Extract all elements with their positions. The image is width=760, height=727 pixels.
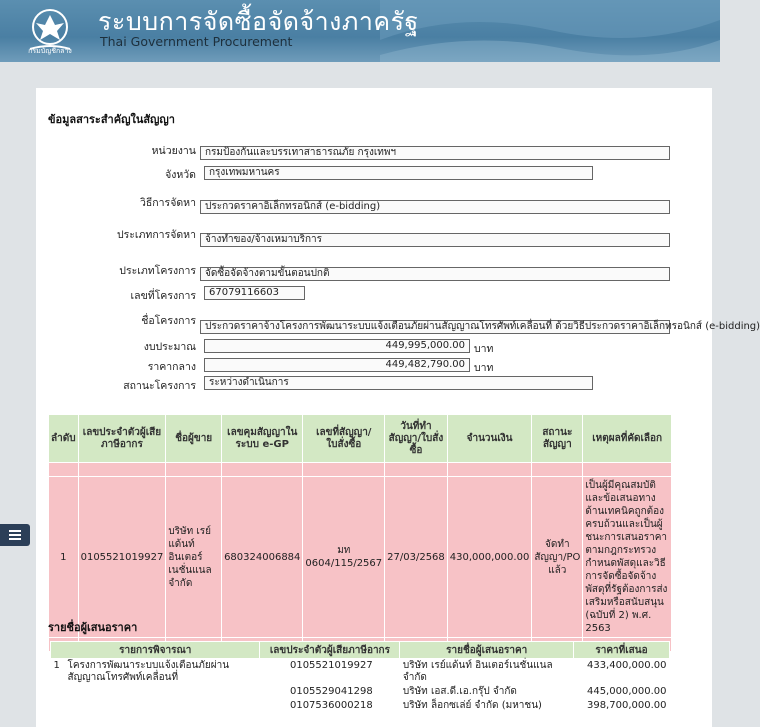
col-no: ลำดับ: [49, 415, 79, 463]
logo-caption: กรมบัญชีกลาง: [28, 47, 72, 55]
project-no-field: 67079116603: [204, 286, 305, 300]
contract-info-title: ข้อมูลสาระสำคัญในสัญญา: [48, 113, 175, 126]
site-title-english: Thai Government Procurement: [100, 34, 293, 49]
bidder-name: บริษัท ล็อกซเล่ย์ จำกัด (มหาชน): [402, 700, 542, 711]
bidders-title: รายชื่อผู้เสนอราคา: [48, 621, 138, 634]
row-egp-no: 680324006884: [222, 477, 303, 638]
row-reason: เป็นผู้มีคุณสมบัติและข้อเสนอทางด้านเทคนิคถูกต้องครบถ้วนและเป็นผู้ชนะการเสนอราคาตามกฎกระทรวงกำหนดพัสดุและวิธีการจัดซื้อจัดจ้างพัสดุที่รัฐต้องการส่งเสริมหรือสนับสนุน (ฉบับที่ 2) พ.ศ. 2563: [583, 477, 672, 638]
col-vendor: ชื่อผู้ขาย: [166, 415, 222, 463]
row-status: จัดทำสัญญา/PO แล้ว: [532, 477, 583, 638]
table-row: [49, 477, 672, 638]
contract-table-header: [49, 415, 672, 463]
col-item: รายการพิจารณา: [51, 642, 260, 659]
status-label: สถานะโครงการ: [123, 380, 196, 392]
row-tax-id: 0105521019927: [78, 477, 166, 638]
median-price-unit: บาท: [474, 362, 494, 374]
col-date: วันที่ทำสัญญา/ใบสั่งซื้อ: [385, 415, 448, 463]
row-vendor: บริษัท เรย์แด้นท์ อินเตอร์เนชั่นแนล จำกัด: [166, 477, 222, 638]
budget-field: 449,995,000.00: [204, 339, 470, 353]
row-date: 27/03/2568: [385, 477, 448, 638]
bidder-price: 398,700,000.00: [586, 700, 667, 711]
item-name: โครงการพัฒนาระบบแจ้งเตือนภัยผ่านสัญญาณโทรศัพท์เคลื่อนที่: [67, 660, 230, 683]
contract-table: [48, 414, 672, 652]
budget-label: งบประมาณ: [143, 341, 196, 353]
bidder-tax-id: 0105521019927: [289, 660, 373, 671]
agency-field: กรมป้องกันและบรรเทาสาธารณภัย กรุงเทพฯ: [200, 146, 670, 160]
menu-icon-bar-3: [9, 538, 21, 540]
project-no-label: เลขที่โครงการ: [130, 290, 196, 302]
item-no: 1: [53, 660, 60, 671]
bidder-name: บริษัท เอส.ดี.เอ.กรุ๊ป จำกัด: [402, 686, 517, 697]
method-label: วิธีการจัดหา: [140, 197, 196, 209]
table-row: [51, 659, 670, 686]
median-price-field: 449,482,790.00: [204, 358, 470, 372]
row-contract-no: มท 0604/115/2567: [303, 477, 385, 638]
row-no: 1: [49, 477, 79, 638]
bidders-table: [50, 641, 670, 713]
menu-icon-bar-1: [9, 530, 21, 532]
project-type-label: ประเภทโครงการ: [119, 265, 196, 277]
budget-unit: บาท: [474, 343, 494, 355]
proc-type-field: จ้างทำของ/จ้างเหมาบริการ: [200, 233, 670, 247]
bidder-name: บริษัท เรย์แด้นท์ อินเตอร์เนชั่นแนล จำกัด: [402, 660, 553, 683]
menu-toggle-button[interactable]: [0, 524, 30, 546]
median-price-label: ราคากลาง: [147, 361, 196, 373]
proc-type-label: ประเภทการจัดหา: [116, 229, 196, 241]
row-amount: 430,000,000.00: [447, 477, 532, 638]
col-tax-id: เลขประจำตัวผู้เสียภาษีอากร: [78, 415, 166, 463]
province-field: กรุงเทพมหานคร: [204, 166, 593, 180]
header-wave-decoration: [380, 0, 720, 62]
bidders-table-header: [51, 642, 670, 659]
col-status: สถานะสัญญา: [532, 415, 583, 463]
col-amount: จำนวนเงิน: [447, 415, 532, 463]
province-label: จังหวัด: [165, 169, 196, 181]
col-bid-price: ราคาที่เสนอ: [574, 642, 670, 659]
bidder-price: 445,000,000.00: [586, 686, 667, 697]
col-reason: เหตุผลที่คัดเลือก: [583, 415, 672, 463]
col-contract-no: เลขที่สัญญา/ใบสั่งซื้อ: [303, 415, 385, 463]
bidder-tax-id: 0107536000218: [289, 700, 373, 711]
method-field: ประกวดราคาอิเล็กทรอนิกส์ (e-bidding): [200, 200, 670, 214]
col-bidder-tax-id: เลขประจำตัวผู้เสียภาษีอากร: [260, 642, 400, 659]
site-header: [0, 0, 720, 62]
project-name-field: ประกวดราคาจ้างโครงการพัฒนาระบบแจ้งเตือนภัยผ่านสัญญาณโทรศัพท์เคลื่อนที่ ด้วยวิธีประกวดราคาอิเล็กทรอนิกส์ (e-bidding): [200, 320, 670, 334]
col-egp-no: เลขคุมสัญญาในระบบ e-GP: [222, 415, 303, 463]
menu-icon-bar-2: [9, 534, 21, 536]
bidder-tax-id: 0105529041298: [289, 686, 373, 697]
bidder-price: 433,400,000.00: [586, 660, 667, 671]
site-title-thai: ระบบการจัดซื้อจัดจ้างภาครัฐ: [98, 7, 419, 36]
agency-label: หน่วยงาน: [151, 145, 196, 157]
table-spacer-top: [49, 463, 672, 477]
status-field: ระหว่างดำเนินการ: [204, 376, 593, 390]
col-bidder-name: รายชื่อผู้เสนอราคา: [400, 642, 574, 659]
project-name-label: ชื่อโครงการ: [141, 315, 196, 327]
project-type-field: จัดซื้อจัดจ้างตามขั้นตอนปกติ: [200, 267, 670, 281]
